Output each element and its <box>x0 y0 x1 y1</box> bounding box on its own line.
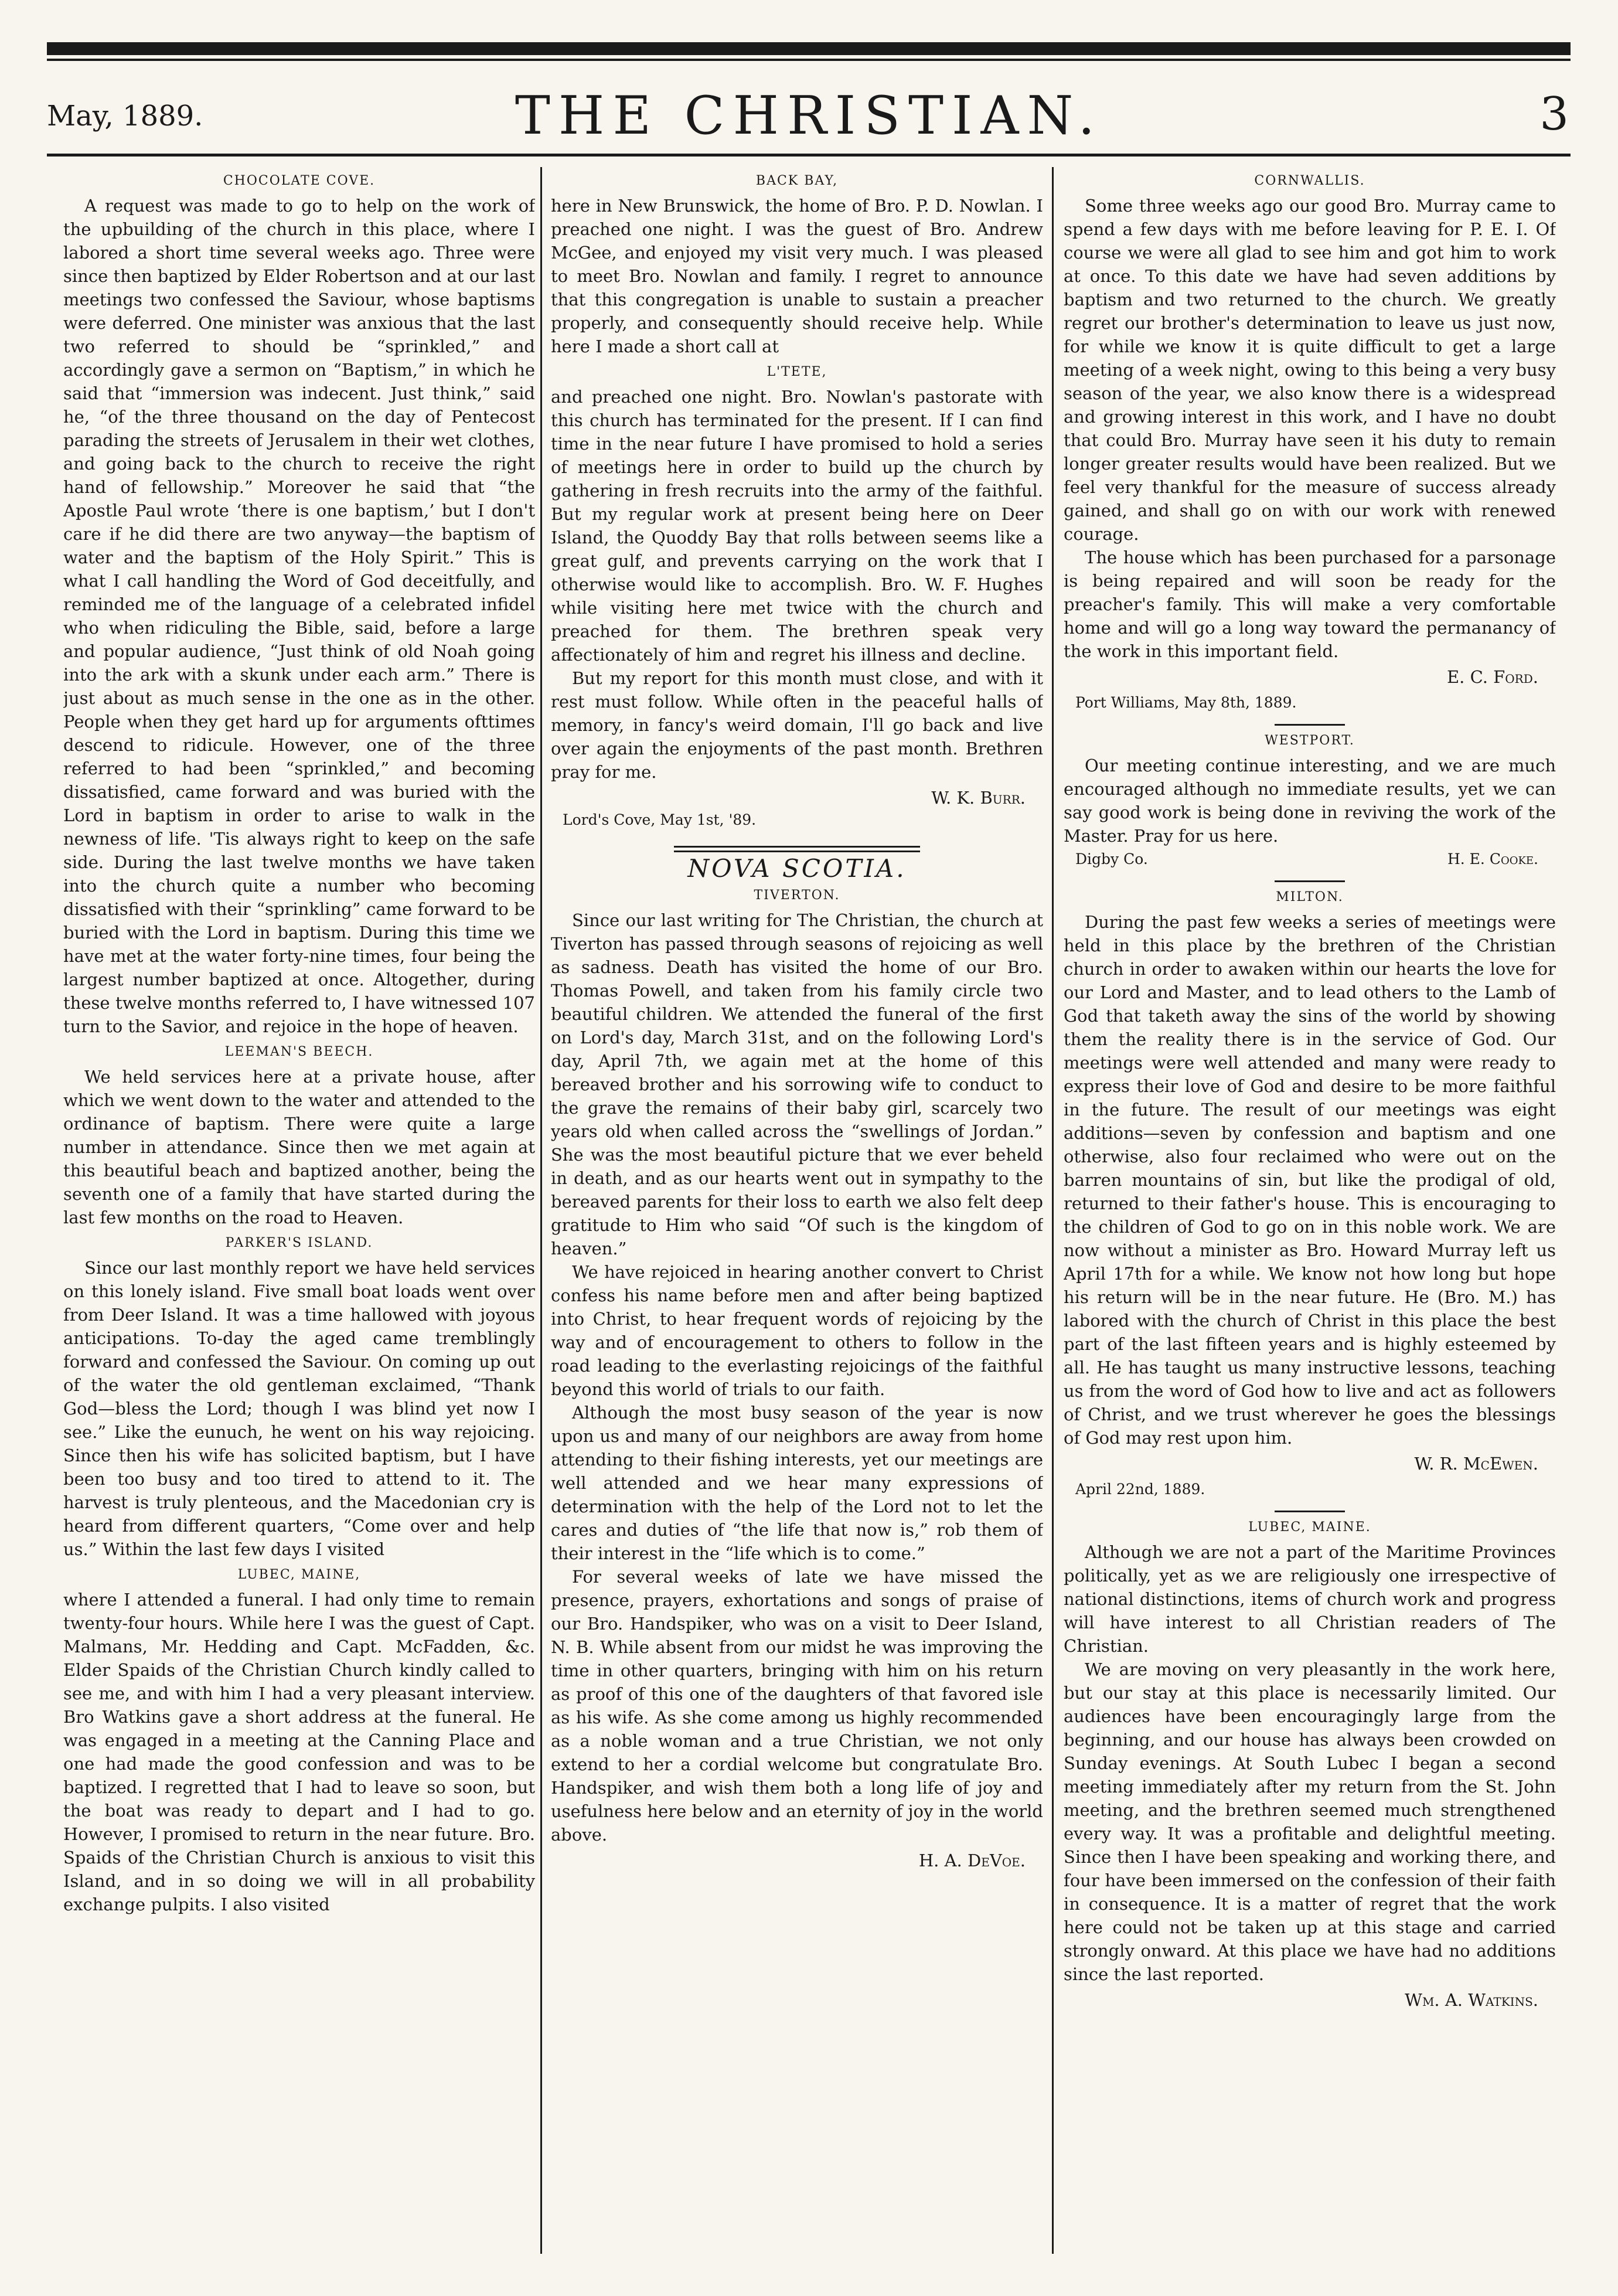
article-paragraph: where I attended a funeral. I had only time to remain twenty-four hours. While here I was the guest of Capt. Malmans, Mr. Hedding and Capt. McFadden, &c. Elder Spaids of the Christian Church kindly called to see me, and with him I had a very pleasant interview. Bro Watkins gave a short address at the funeral. He was engaged in a meeting at the Canning Place and one had made the good confession and was to be baptized. I regretted that I had to leave so soon, but the boat was ready to depart and I had to go. However, I promised to return in the near future. Bro. Spaids of the Christian Church is anxious to visit this Island, and in so doing we will in all probability exchange pulpits. I also visited <box>63 1590 535 1914</box>
author-signature: H. E. Cooke. <box>1447 851 1538 868</box>
dateline: April 22nd, 1889. <box>1075 1481 1205 1498</box>
article-paragraph: Some three weeks ago our good Bro. Murray came to spend a few days with me before leaving for P. E. I. Of course we were all glad to see him and got him to work at once. To this date we have had seven additions by baptism and two returned to the church. We greatly regret our brother's determination to leave us just now, for while we know it is quite difficult to get a large meeting of a week night, owing to this being a very busy season of the year, we also know there is a widespread and growing interest in this work, and I have no doubt that could Bro. Murray have seen it his duty to remain longer greater results would have been realized. But we feel very thankful for the measure of success already gained, and shall go on with our work with renewed courage. <box>1064 196 1556 544</box>
section-heading: L'TETE, <box>767 365 827 379</box>
article-paragraph: We have rejoiced in hearing another convert to Christ confess his name before men and after being baptized into Christ, to hear frequent words of rejoicing by the way and of encouragement to others to follow in the road leading to the everlasting rejoicings of the faithful beyond this world of trials to our faith. <box>551 1262 1043 1399</box>
page-number: 3 <box>1539 88 1569 141</box>
column-2 <box>551 167 1043 2254</box>
masthead-bottom-rule <box>47 154 1571 157</box>
article-paragraph: here in New Brunswick, the home of Bro. P. D. Nowlan. I preached one night. I was the guest of Bro. Andrew McGee, and enjoyed my visit very much. I was pleased to meet Bro. Nowlan and family. I regret to announce that this congregation is unable to sustain a preacher properly, and consequently should receive help. While here I made a short call at <box>551 196 1043 356</box>
article-paragraph: Our meeting continue interesting, and we are much encouraged although no immediate results, yet we can say good work is being done in reviving the work of the Master. Pray for us here. <box>1064 756 1556 846</box>
region-title: NOVA SCOTIA. <box>687 854 907 883</box>
article-paragraph: and preached one night. Bro. Nowlan's pastorate with this church has terminated for the present. If I can find time in the near future I have promised to hold a series of meetings here in order to build up the church by gathering in fresh recruits into the army of the faithful. But my regular work at present being here on Deer Island, the Quoddy Bay that rolls between seems like a great gulf, and prevents carrying on the work that I otherwise would like to accomplish. Bro. W. F. Hughes while visiting here met twice with the church and preached for them. The brethren speak very affectionately of him and regret his illness and decline. <box>551 387 1043 665</box>
article-paragraph: Although the most busy season of the year is now upon us and many of our neighbors are away from home attending to their fishing interests, yet our meetings are well attended and we hear many expressions of determination with the help of the Lord not to let the cares and duties of “the life that now is,” rob them of their interest in the “life which is to come.” <box>551 1403 1043 1563</box>
section-heading: CORNWALLIS. <box>1254 174 1365 188</box>
column-1 <box>63 167 535 2254</box>
author-signature: W. K. Burr. <box>931 788 1026 808</box>
dateline: Digby Co. <box>1075 851 1148 868</box>
author-signature: Wm. A. Watkins. <box>1405 1990 1538 2010</box>
column-divider <box>540 167 542 2254</box>
article-divider <box>1275 1511 1345 1512</box>
section-heading: CHOCOLATE COVE. <box>223 174 376 188</box>
section-heading: WESTPORT. <box>1265 733 1355 748</box>
article-paragraph: But my report for this month must close, and with it rest must follow. While often in the peaceful halls of memory, in fancy's weird domain, I'll go back and live over again the enjoyments of the past month. Brethren pray for me. <box>551 668 1043 782</box>
section-heading: TIVERTON. <box>754 888 840 903</box>
section-heading: BACK BAY, <box>755 174 839 188</box>
column-3 <box>1064 167 1556 2254</box>
article-paragraph: During the past few weeks a series of meetings were held in this place by the brethren of the Christian church in order to awaken within our hearts the love for our Lord and Master, and to lead others to the Lamb of God that taketh away the sins of the world by showing them the reality there is in the service of God. Our meetings were well attended and many were ready to express their love of God and desire to be more faithful in the future. The result of our meetings was eight additions—seven by confession and baptism and one otherwise, also four reclaimed who were out on the barren mountains of sin, but like the prodigal of old, returned to their father's house. This is encouraging to the children of God to go on in this noble work. We are now without a minister as Bro. Howard Murray left us April 17th for a while. We know not how long but hope his return will be in the near future. He (Bro. M.) has labored with the church of Christ in this place the best part of the last fifteen years and is highly esteemed by all. He has taught us many instructive lessons, teaching us from the word of God how to live and act as followers of Christ, and we trust wherever he goes the blessings of God may rest upon him. <box>1064 912 1556 1448</box>
author-signature: E. C. Ford. <box>1446 667 1538 687</box>
article-paragraph: Although we are not a part of the Maritime Provinces politically, yet as we are religiously one irrespective of national distinctions, items of church work and progress will have interest to all Christian readers of The Christian. <box>1064 1542 1556 1656</box>
article-paragraph: Since our last monthly report we have held services on this lonely island. Five small boat loads went over from Deer Island. It was a time hallowed with joyous anticipations. To-day the aged came tremblingly forward and confessed the Saviour. On coming up out of the water the old gentleman exclaimed, “Thank God—bless the Lord; though I was blind yet now I see.” Like the eunuch, he went on his way rejoicing. Since then his wife has solicited baptism, but I have been too busy and too tired to attend to it. The harvest is truly plenteous, and the Macedonian cry is heard from different quarters, “Come over and help us.” Within the last few days I visited <box>63 1258 535 1559</box>
dateline: Lord's Cove, May 1st, '89. <box>563 811 757 828</box>
section-heading: PARKER'S ISLAND. <box>225 1236 373 1250</box>
section-divider <box>674 846 920 852</box>
masthead-top-rule <box>47 42 1571 55</box>
author-signature: H. A. DeVoe. <box>918 1851 1026 1870</box>
article-paragraph: Since our last writing for The Christian, the church at Tiverton has passed through seasons of rejoicing as well as sadness. Death has visited the home of our Bro. Thomas Powell, and taken from his family circle two beautiful children. We attended the funeral of the first on Lord's day, March 31st, and on the following Lord's day, April 7th, we again met at the home of this bereaved brother and his sorrowing wife to conduct to the grave the remains of their baby girl, scarcely two years old when called across the “swellings of Jordan.” She was the most beautiful picture that we ever beheld in death, and as our hearts went out in sympathy to the bereaved parents for their loss to earth we also felt deep gratitude to Him who said “Of such is the kingdom of heaven.” <box>551 910 1043 1258</box>
section-heading: MILTON. <box>1276 890 1344 904</box>
dateline: Port Williams, May 8th, 1889. <box>1075 694 1297 711</box>
article-paragraph: For several weeks of late we have missed the presence, prayers, exhortations and songs of praise of our Bro. Handspiker, who was on a visit to Deer Island, N. B. While absent from our midst he was improving the time in other quarters, bringing with him on his return as proof of this one of the daughters of that favored isle as his wife. As she come among us highly recommended as a noble woman and a true Christian, we not only extend to her a cordial welcome but congratulate Bro. Handspiker, and wish them both a long life of joy and usefulness here below and an eternity of joy in the world above. <box>551 1567 1043 1845</box>
section-heading: LEEMAN'S BEECH. <box>224 1045 374 1059</box>
article-paragraph: We held services here at a private house, after which we went down to the water and attended to the ordinance of baptism. There were quite a large number in attendance. Since then we met again at this beautiful beach and baptized another, being the seventh one of a family that have started during the last few months on the road to Heaven. <box>63 1067 535 1227</box>
column-divider <box>1052 167 1054 2254</box>
newspaper-title: THE CHRISTIAN. <box>515 85 1103 147</box>
issue-date: May, 1889. <box>47 100 203 132</box>
section-heading: LUBEC, MAINE. <box>1248 1520 1371 1535</box>
article-paragraph: The house which has been purchased for a parsonage is being repaired and will soon be ready for the preacher's family. This will make a very comfortable home and will go a long way toward the permanancy of the work in this important field. <box>1064 547 1556 661</box>
section-heading: LUBEC, MAINE, <box>237 1567 361 1582</box>
article-divider <box>1275 880 1345 882</box>
author-signature: W. R. McEwen. <box>1414 1454 1538 1474</box>
article-paragraph: We are moving on very pleasantly in the work here, but our stay at this place is necessarily limited. Our audiences have been encouragingly large from the beginning, and our house has always been crowded on Sunday evenings. At South Lubec I began a second meeting immediately after my return from the St. John meeting, and the brethren seemed much strengthened every way. It was a profitable and delightful meeting. Since then I have been speaking and working there, and four have been immersed on the confession of their faith in consequence. It is a matter of regret that the work here could not be taken up at this stage and carried strongly onward. At this place we have had no additions since the last reported. <box>1064 1659 1556 1984</box>
article-paragraph: A request was made to go to help on the work of the upbuilding of the church in this place, where I labored a short time several weeks ago. Three were since then baptized by Elder Robertson and at our last meetings two confessed the Saviour, whose baptisms were deferred. One minister was anxious that the last two referred to should be “sprinkled,” and accordingly gave a sermon on “Baptism,” in which he said that “immersion was indecent. Just think,” said he, “of the three thousand on the day of Pentecost parading the streets of Jerusalem in their wet clothes, and going back to the church to receive the right hand of fellowship.” Moreover he said that “the Apostle Paul wrote ‘there is one baptism,’ but I don't care if he did there are two anyway—the baptism of water and the baptism of the Holy Spirit.” This is what I call handling the Word of God deceitfully, and reminded me of the language of a celebrated infidel who when ridiculing the Bible, said, before a large and popular audience, “Just think of old Noah going into the ark with a skunk under each arm.” There is just about as much sense in the one as in the other. People when they get hard up for arguments ofttimes descend to ridicule. However, one of the three referred to had been “sprinkled,” and becoming dissatisfied, came forward and was buried with the Lord in baptism in order to arise to walk in the newness of life. 'Tis always right to keep on the safe side. During the last twelve months we have taken into the church quite a number who becoming dissatisfied with their “sprinkling” came forward to be buried with the Lord in baptism. During this time we have met at the water forty-nine times, four being the largest number baptized at once. Altogether, during these twelve months referred to, I have witnessed 107 turn to the Savior, and rejoice in the hope of heaven. <box>63 196 535 1036</box>
masthead-thin-rule <box>47 59 1571 61</box>
article-divider <box>1275 724 1345 726</box>
signature-row <box>1075 848 1538 871</box>
